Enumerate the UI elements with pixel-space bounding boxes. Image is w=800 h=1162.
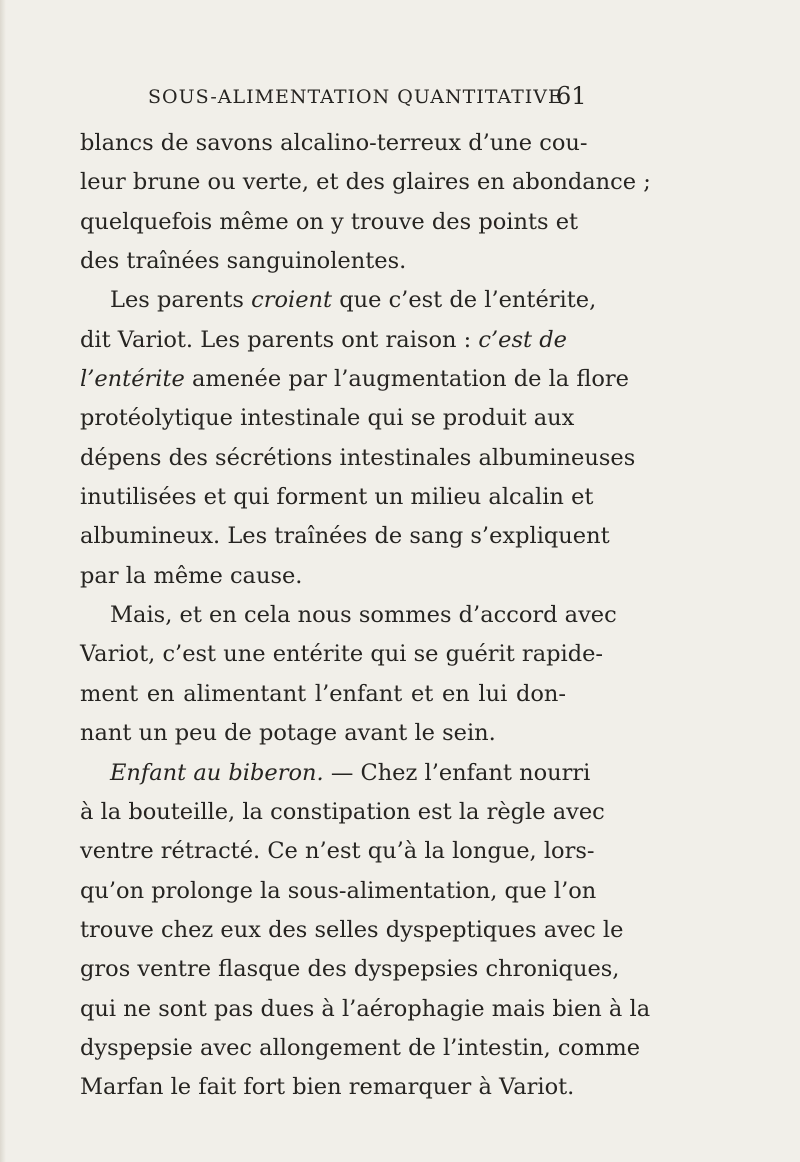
italic-text: l’entérite xyxy=(80,366,185,393)
text-run: — Chez l’enfant nourri xyxy=(330,759,591,786)
text-line xyxy=(80,281,597,320)
text-line xyxy=(80,754,591,793)
text-run: que c’est de l’entérite, xyxy=(339,287,597,314)
text-line xyxy=(80,321,566,360)
text-line: Variot, c’est une entérite qui se guérit rapide- xyxy=(80,641,604,668)
text-line: inutilisées et qui forment un milieu alcalin et xyxy=(80,484,594,511)
page-header xyxy=(148,82,587,110)
text-line: à la bouteille, la constipation est la règle avec xyxy=(80,798,605,825)
text-line: protéolytique intestinale qui se produit aux xyxy=(80,405,575,432)
paragraph xyxy=(80,754,651,1108)
running-title: SOUS-ALIMENTATION QUANTITATIVE xyxy=(148,86,563,108)
text-line: blancs de savons alcalino-terreux d’une cou- xyxy=(80,130,588,156)
text-line: gros ventre flasque des dyspepsies chroniques, xyxy=(80,956,620,983)
paragraph xyxy=(80,281,636,596)
text-line: qu’on prolonge la sous-alimentation, que l’on xyxy=(80,877,597,904)
text-line: dyspepsie avec allongement de l’intestin, comme xyxy=(80,1034,641,1061)
italic-text: croient xyxy=(251,287,333,314)
italic-text: c’est de xyxy=(478,326,567,353)
text-line: nant un peu de potage avant le sein. xyxy=(80,720,496,747)
text-line: ment en alimentant l’enfant et en lui don- xyxy=(80,680,566,707)
text-run: dit Variot. Les parents ont raison : xyxy=(80,326,472,353)
paragraph xyxy=(80,124,651,281)
text-line: qui ne sont pas dues à l’aérophagie mais bien à la xyxy=(80,995,651,1022)
text-line: quelquefois même on y trouve des points et xyxy=(80,208,579,235)
text-line: Mais, et en cela nous sommes d’accord avec xyxy=(110,602,617,629)
text-line: leur brune ou verte, et des glaires en abondance ; xyxy=(80,169,651,196)
body-text xyxy=(80,124,651,1108)
text-line: dépens des sécrétions intestinales albumineuses xyxy=(80,444,636,471)
text-line: des traînées sanguinolentes. xyxy=(80,248,407,275)
text-line: ventre rétracté. Ce n’est qu’à la longue, lors- xyxy=(80,838,595,865)
text-line: Marfan le fait fort bien remarquer à Variot. xyxy=(80,1074,575,1101)
paragraph xyxy=(80,596,617,753)
text-line: trouve chez eux des selles dyspeptiques avec le xyxy=(80,916,624,943)
italic-text: Enfant au biberon. xyxy=(110,759,324,786)
text-line: par la même cause. xyxy=(80,562,303,589)
text-line: albumineux. Les traînées de sang s’expliquent xyxy=(80,523,610,550)
text-line xyxy=(80,360,629,399)
page-edge-shadow xyxy=(0,0,6,1162)
text-run: amenée par l’augmentation de la flore xyxy=(191,366,629,393)
text-run: Les parents xyxy=(110,287,244,314)
page-number: 61 xyxy=(556,82,587,110)
